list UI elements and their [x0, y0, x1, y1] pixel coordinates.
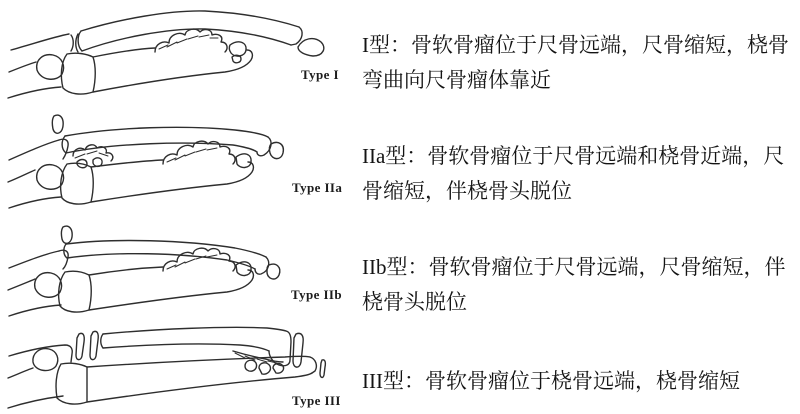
osteochondroma-distal-ulna	[163, 248, 251, 275]
forearm-sketch-type-iib	[5, 224, 350, 318]
humerus-elbow-sketch	[8, 345, 87, 408]
description-line: III型：骨软骨瘤位于桡骨远端，桡骨缩短	[362, 369, 740, 393]
type-iib-label: Type IIb	[291, 287, 343, 302]
dislocated-radial-head	[52, 115, 63, 133]
distal-radius-epiphysis	[293, 333, 303, 367]
description-line: 骨缩短，伴桡骨头脱位	[362, 179, 572, 203]
osteochondroma-distal-radius	[233, 351, 284, 374]
dislocated-radial-head	[61, 226, 72, 243]
humerus-elbow-sketch	[8, 34, 95, 98]
type-i-label: Type I	[301, 67, 339, 82]
description-type-iib	[362, 250, 800, 320]
humerus-elbow-sketch	[8, 250, 91, 316]
description-line: 桡骨头脱位	[362, 290, 467, 314]
osteochondroma-distal-ulna	[163, 141, 251, 167]
type-iii-label: Type III	[292, 393, 341, 408]
description-type-iii	[362, 364, 800, 399]
illustration-type-i	[5, 4, 350, 104]
ulna-bone-sketch	[91, 160, 253, 202]
forearm-sketch-type-i	[5, 4, 350, 104]
description-type-i	[362, 28, 800, 98]
ulna-bone-sketch	[93, 48, 252, 92]
ulna-bone-sketch	[87, 356, 316, 402]
radius-bone-sketch	[76, 11, 324, 56]
description-type-iia	[362, 139, 800, 209]
type-iia-label: Type IIa	[292, 180, 343, 195]
description-line: IIb型：骨软骨瘤位于尺骨远端，尺骨缩短，伴	[362, 255, 786, 279]
forearm-sketch-type-iia	[5, 112, 350, 216]
humerus-elbow-sketch	[8, 139, 93, 208]
osteochondroma-distal-ulna	[155, 29, 246, 63]
illustration-type-iia	[5, 112, 350, 216]
description-line: IIa型：骨软骨瘤位于尺骨远端和桡骨近端，尺	[362, 144, 785, 168]
illustration-type-iib	[5, 224, 350, 318]
ulna-bone-sketch	[89, 267, 253, 310]
distal-ulna-sliver	[320, 360, 325, 378]
description-line: 弯曲向尺骨瘤体靠近	[362, 68, 551, 92]
proximal-epiphysis-slivers	[76, 331, 98, 359]
description-line: I型：骨软骨瘤位于尺骨远端，尺骨缩短，桡骨	[362, 33, 789, 57]
